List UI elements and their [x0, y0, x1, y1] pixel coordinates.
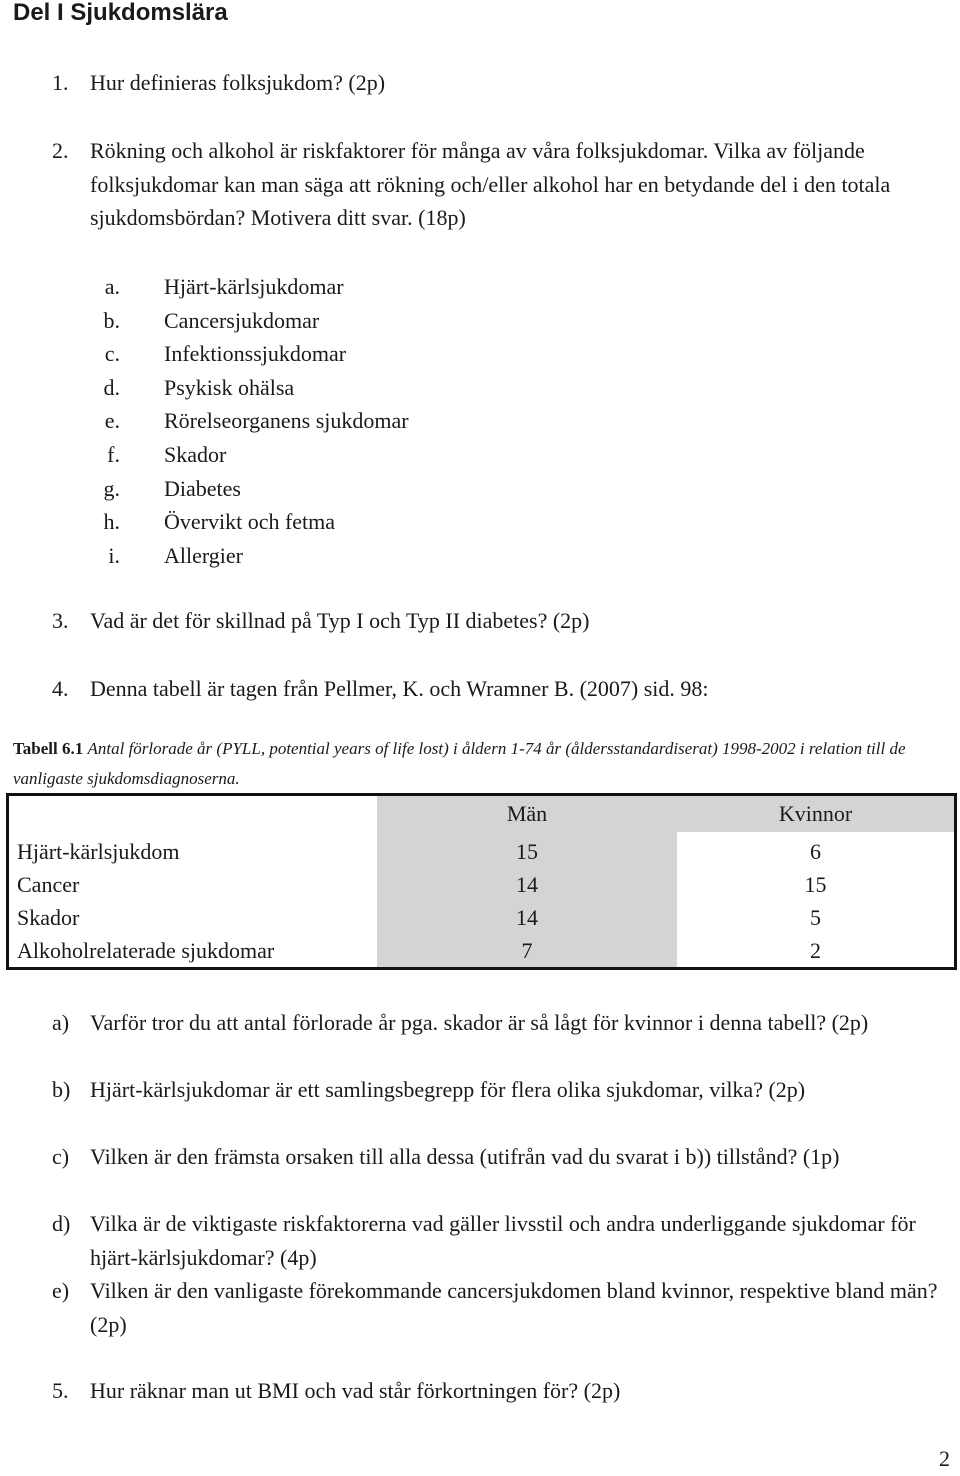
- list-text: Cancersjukdomar: [164, 307, 320, 333]
- list-item: [90, 539, 690, 573]
- question-number: 4.: [52, 676, 69, 701]
- table-row: [8, 901, 956, 934]
- pyll-table: [6, 793, 957, 970]
- table-cell: 14: [377, 901, 677, 934]
- list-item: [90, 337, 690, 371]
- table-cell: 7: [377, 934, 677, 969]
- list-item: [90, 472, 690, 506]
- table-caption: [13, 734, 943, 794]
- list-text: Hjärt-kärlsjukdomar: [164, 274, 344, 299]
- question-3: [0, 604, 960, 638]
- table-header-cell: Kvinnor: [677, 795, 956, 833]
- list-item: [90, 404, 690, 438]
- table-cell: Hjärt-kärlsjukdom: [17, 838, 180, 864]
- question-1: [0, 66, 960, 100]
- subquestion-c: [0, 1140, 960, 1208]
- table-header-cell: [8, 795, 378, 833]
- table-cell: 5: [810, 904, 821, 930]
- subquestion-letter: a): [52, 1010, 70, 1035]
- table-header-cell: Män: [377, 795, 677, 833]
- table-cell: Skador: [17, 904, 80, 930]
- list-text: Diabetes: [164, 475, 241, 501]
- list-text: Övervikt och fetma: [164, 509, 336, 535]
- question-text: Rökning och alkohol är riskfaktorer för många av våra folksjukdomar. Vilka av följande folksjukdomar kan man säga att rökning och/eller alkohol har en betydande del i den totala sjukdomsbördan? Motivera ditt svar. (18p): [90, 138, 891, 230]
- list-text: Psykisk ohälsa: [164, 374, 295, 400]
- table-cell: 2: [810, 937, 821, 963]
- question-5: [0, 1374, 960, 1408]
- list-item: [90, 270, 690, 304]
- list-text: Rörelseorganens sjukdomar: [164, 408, 409, 434]
- list-letter: h.: [103, 509, 120, 535]
- list-item: [90, 371, 690, 405]
- list-text: Infektionssjukdomar: [164, 341, 347, 367]
- list-letter: g.: [103, 475, 120, 501]
- table-cell: 15: [804, 871, 827, 897]
- question-number: 5.: [52, 1378, 69, 1403]
- subquestion-text: Vilken är den främsta orsaken till alla dessa (utifrån vad du svarat i b)) tillstånd? (1p): [90, 1144, 840, 1169]
- table-cell: 14: [377, 868, 677, 901]
- subquestion-b: [0, 1073, 960, 1141]
- subquestion-text: Vilka är de viktigaste riskfaktorerna vad gäller livsstil och andra underliggande sjukdomar för hjärt-kärlsjukdomar? (4p): [90, 1211, 916, 1270]
- section-heading: Del I Sjukdomslära: [13, 0, 228, 26]
- subquestion-letter: c): [52, 1144, 70, 1169]
- subquestion-d: [0, 1207, 960, 1275]
- list-letter: b.: [103, 307, 120, 333]
- list-letter: f.: [107, 441, 120, 467]
- subquestion-text: Vilken är den vanligaste förekommande cancersjukdomen bland kvinnor, respektive bland män? (2p): [90, 1278, 938, 1337]
- table-row: [8, 934, 956, 969]
- list-letter: i.: [108, 542, 120, 568]
- table-cell: 15: [377, 832, 677, 868]
- question-text: Vad är det för skillnad på Typ I och Typ II diabetes? (2p): [90, 608, 590, 633]
- list-text: Skador: [164, 441, 227, 467]
- list-item: [90, 505, 690, 539]
- list-text: Allergier: [164, 542, 244, 568]
- list-letter: d.: [103, 374, 120, 400]
- table-row: [8, 868, 956, 901]
- table-cell: Cancer: [17, 871, 80, 897]
- list-letter: e.: [104, 408, 120, 434]
- subquestion-letter: d): [52, 1211, 71, 1236]
- subquestion-letter: e): [52, 1278, 70, 1303]
- page-number: 2: [939, 1446, 950, 1471]
- question-text: Hur definieras folksjukdom? (2p): [90, 70, 386, 95]
- subquestion-e: [0, 1274, 960, 1342]
- table-caption-text: Antal förlorade år (PYLL, potential years of life lost) i åldern 1-74 år (åldersstandardiserat) 1998-2002 i relation till de vanligaste sjukdomsdiagnoserna.: [13, 739, 906, 788]
- table-row: [8, 832, 956, 868]
- list-item: [90, 438, 690, 472]
- question-2: [0, 134, 960, 235]
- list-letter: c.: [104, 341, 120, 367]
- list-item: [90, 304, 690, 338]
- list-letter: a.: [104, 274, 120, 299]
- table-cell: Alkoholrelaterade sjukdomar: [17, 937, 275, 963]
- question-number: 1.: [52, 70, 69, 95]
- subquestion-a: [0, 1006, 960, 1074]
- subquestion-text: Hjärt-kärlsjukdomar är ett samlingsbegrepp för flera olika sjukdomar, vilka? (2p): [90, 1077, 806, 1102]
- question-number: 2.: [52, 138, 69, 163]
- table-cell: 6: [810, 838, 821, 864]
- table-caption-label: Tabell 6.1: [13, 739, 84, 758]
- question-text: Denna tabell är tagen från Pellmer, K. och Wramner B. (2007) sid. 98:: [90, 676, 709, 701]
- subquestion-letter: b): [52, 1077, 71, 1102]
- table-header-row: [8, 795, 956, 833]
- question-text: Hur räknar man ut BMI och vad står förkortningen för? (2p): [90, 1378, 621, 1403]
- question-number: 3.: [52, 608, 69, 633]
- question-4: [0, 672, 960, 706]
- disease-list: [90, 270, 690, 572]
- subquestion-text: Varför tror du att antal förlorade år pga. skador är så lågt för kvinnor i denna tabell? (2p): [90, 1010, 869, 1035]
